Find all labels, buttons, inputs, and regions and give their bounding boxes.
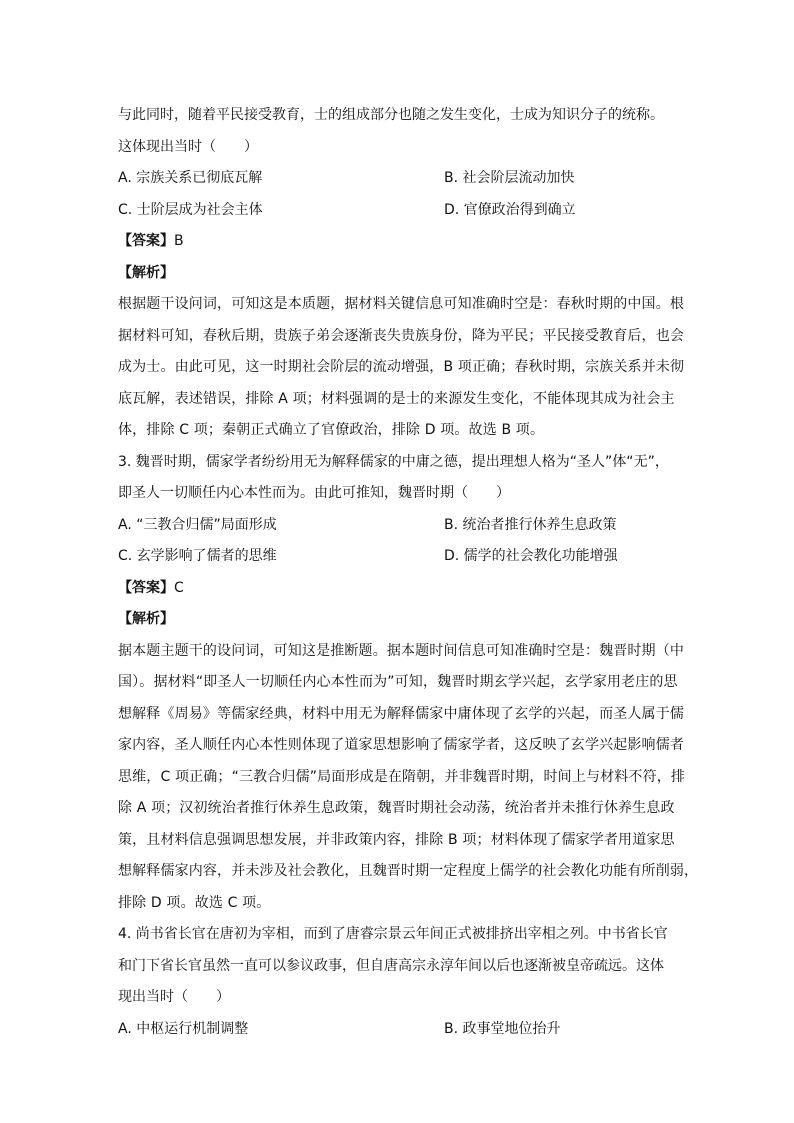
analysis-line: 底瓦解，表述错误，排除 A 项；材料强调的是士的来源发生变化，不能体现其成为社会主 (118, 390, 675, 407)
option-d: D. 官僚政治得到确立 (444, 201, 576, 218)
analysis-line: 根据题干设问词，可知这是本质题，据材料关键信息可知准确时空是：春秋时期的中国。根 (118, 296, 684, 312)
option-b: B. 社会阶层流动加快 (444, 170, 575, 186)
question-stem-line: 这体现出当时（ ） (118, 138, 258, 155)
options-row (118, 510, 678, 542)
option-b: B. 统治者推行休养生息政策 (444, 516, 617, 533)
document-page (118, 100, 699, 1045)
analysis-line: 思维，C 项正确；“三教合归儒”局面形成是在隋朝，并非魏晋时期，时间上与材料不符，排 (118, 768, 686, 785)
analysis-line: 想解释《周易》等儒家经典，材料中用无为解释儒家中庸体现了玄学的兴起，而圣人属于儒 (118, 705, 684, 722)
question-stem-line: 现出当时（ ） (118, 989, 230, 1005)
option-b: B. 政事堂地位抬升 (444, 1020, 561, 1037)
answer-line (118, 226, 678, 258)
option-a: A. 中枢运行机制调整 (118, 1020, 249, 1037)
answer-value: C (174, 579, 184, 596)
options-row (118, 195, 678, 227)
answer-label: 【答案】 (118, 579, 174, 596)
analysis-line: 家内容，圣人顺任内心本性则体现了道家思想影响了儒家学者，这反映了玄学兴起影响儒者 (118, 737, 684, 753)
analysis-line: 策，且材料信息强调思想发展，并非政策内容，排除 B 项；材料体现了儒家学者用道家思 (118, 831, 675, 848)
analysis-line: 体，排除 C 项；秦朝正式确立了官僚政治，排除 D 项。故选 B 项。 (118, 422, 545, 438)
question-stem-line: 与此同时，随着平民接受教育，士的组成部分也随之发生变化，士成为知识分子的统称。 (118, 107, 664, 123)
analysis-label: 【解析】 (118, 264, 174, 281)
analysis-line: 据本题主题干的设问词，可知这是推断题。据本题时间信息可知准确时空是：魏晋时期（中 (118, 642, 684, 659)
analysis-line: 想解释儒家内容，并未涉及社会教化，且魏晋时期一定程度上儒学的社会教化功能有所削弱， (118, 863, 699, 879)
answer-label: 【答案】 (118, 233, 174, 249)
analysis-line: 除 A 项；汉初统治者推行休养生息政策，魏晋时期社会动荡，统治者并未推行休养生息政 (118, 800, 675, 816)
analysis-line: 成为士。由此可见，这一时期社会阶层的流动增强，B 项正确；春秋时期，宗族关系并未彻 (118, 359, 685, 375)
option-d: D. 儒学的社会教化功能增强 (444, 548, 618, 564)
question-stem-line: 即圣人一切顺任内心本性而为。由此可推知，魏晋时期（ ） (118, 485, 510, 501)
options-row (118, 1014, 678, 1046)
analysis-paragraph (118, 289, 685, 447)
question-stem-line: 3. 魏晋时期，儒家学者纷纷用无为解释儒家的中庸之德，提出理想人格为“圣人”体“无”， (118, 453, 669, 470)
option-c: C. 玄学影响了儒者的思维 (118, 548, 277, 564)
options-row (118, 541, 678, 573)
option-a: A. “三教合归儒”局面形成 (118, 516, 277, 533)
question-stem-line: 4. 尚书省长官在唐初为宰相，而到了唐睿宗景云年间正式被排挤出宰相之列。中书省长官 (118, 926, 668, 942)
analysis-line: 排除 D 项。故选 C 项。 (118, 894, 271, 911)
analysis-line: 国）。据材料“即圣人一切顺任内心本性而为”可知，魏晋时期玄学兴起，玄学家用老庄的思 (118, 674, 678, 690)
options-row (118, 163, 678, 195)
option-a: A. 宗族关系已彻底瓦解 (118, 170, 263, 186)
analysis-line: 据材料可知，春秋后期，贵族子弟会逐渐丧失贵族身份，降为平民；平民接受教育后，也会 (118, 327, 684, 344)
answer-line (118, 573, 678, 605)
answer-value: B (174, 233, 184, 249)
analysis-paragraph (118, 636, 699, 920)
analysis-label: 【解析】 (118, 611, 174, 627)
question-stem-line: 和门下省长官虽然一直可以参议政事，但自唐高宗永淳年间以后也逐渐被皇帝疏远。这体 (118, 957, 664, 974)
option-c: C. 士阶层成为社会主体 (118, 201, 263, 218)
